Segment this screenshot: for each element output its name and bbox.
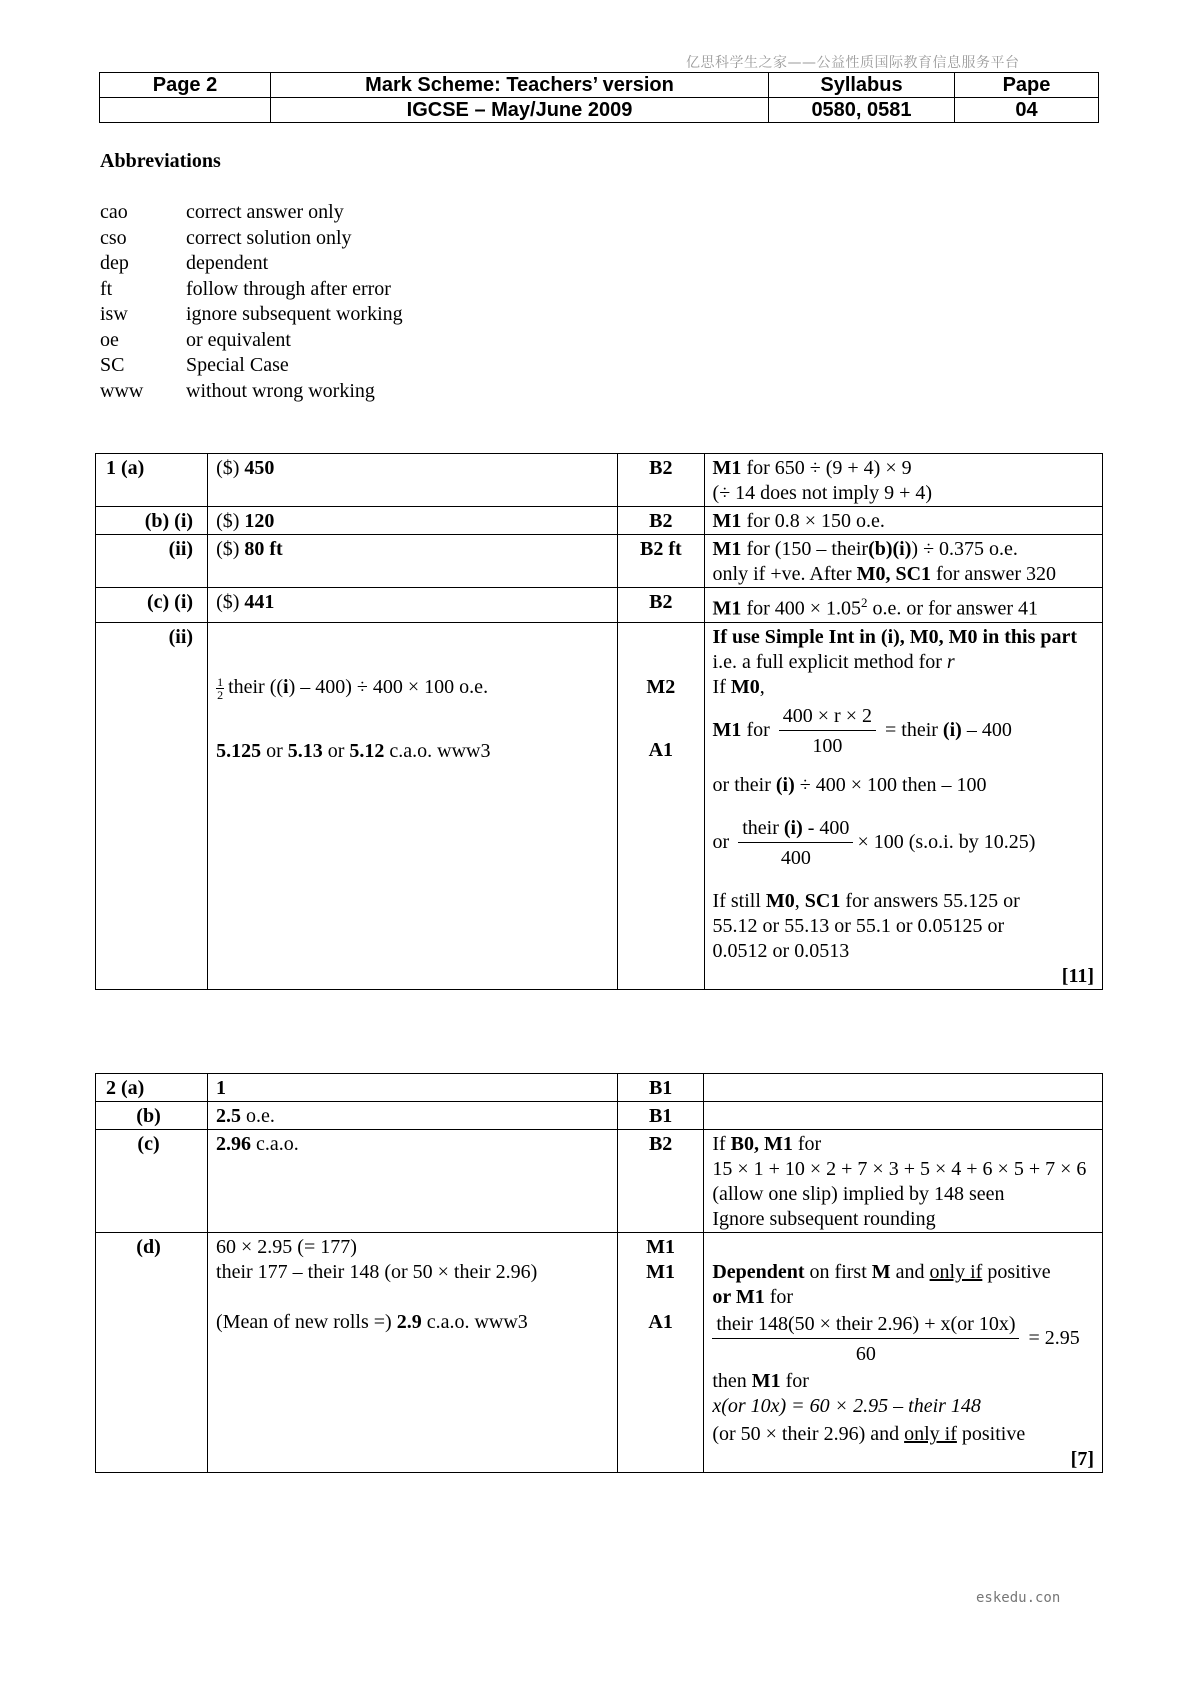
q2b-guidance	[704, 1102, 1103, 1130]
q2a-answer: 1	[208, 1074, 618, 1102]
q1bi-guidance: M1 for 0.8 × 150 o.e.	[704, 507, 1102, 535]
abbreviations-list	[100, 200, 403, 404]
abbreviation-meaning: dependent	[186, 252, 269, 274]
question-2-table	[95, 1073, 1103, 1473]
abbreviation-code: ft	[100, 277, 113, 300]
abbreviation-meaning: ignore subsequent working	[186, 303, 403, 325]
abbreviation-code: cao	[100, 201, 128, 223]
q2a-label: 2 (a)	[96, 1074, 208, 1102]
header-table	[99, 72, 1099, 123]
q2-total: [7]	[1070, 1448, 1094, 1470]
header-exam: IGCSE – May/June 2009	[271, 98, 769, 123]
abbreviation-code: cso	[100, 226, 127, 249]
q1cii-method: $\frac{1}{2}$ their ((i) – 400) ÷ 400 × 100 o.e.	[217, 674, 489, 702]
q2d-marks: M1 M1 A1	[617, 1233, 703, 1473]
q1ci-label: (c) (i)	[96, 588, 208, 623]
q1cii-guidance: If use Simple Int in (i), M0, M0 in this part i.e. a full explicit method for r If M0, M1 for $\frac{400 \times r \times 2}{100}$ = their (i) – 400 or their (i) ÷ 400 × 100 then – 100 or $\frac{\text{their (i) - 400}}{400}$ × 100 (s.o.i. by 10.25) If still M0, SC1 for answers 55.125 or 55.12 or 55.13 or 55.1 or 0.05125 or 0.0512 or 0.0513 [11]	[704, 622, 1102, 989]
q1ci-mark: B2	[618, 588, 704, 623]
q1-total: [11]	[1061, 964, 1094, 987]
q1bii-guidance: M1 for (150 – their(b)(i)) ÷ 0.375 o.e. only if +ve. After M0, SC1 for answer 320	[704, 535, 1102, 588]
abbreviation-code: isw	[100, 303, 128, 325]
abbreviation-meaning: correct solution only	[186, 226, 352, 249]
header-syllabus-label: Syllabus	[769, 73, 955, 98]
q1cii-mark-m2: M2	[646, 675, 676, 698]
q2b-label: (b)	[96, 1102, 208, 1130]
q2d-answer: 60 × 2.95 (= 177) their 177 – their 148 (or 50 × their 2.96) (Mean of new rolls =) 2.9 c.a.o. www3	[208, 1233, 618, 1473]
q2a-guidance	[704, 1074, 1103, 1102]
abbreviation-row	[100, 302, 403, 328]
q1cii-final-answer: 5.125 or 5.13 or 5.12 c.a.o. www3	[216, 739, 491, 762]
abbreviation-meaning: without wrong working	[186, 379, 375, 402]
watermark-bottom: eskedu.con	[976, 1590, 1061, 1606]
q1cii-label: (ii)	[96, 622, 208, 989]
q2c-label: (c)	[96, 1130, 208, 1233]
q1a-answer: ($) 450	[208, 454, 618, 507]
q1bi-label: (b) (i)	[96, 507, 208, 535]
watermark-top: 亿思科学生之家——公益性质国际教育信息服务平台	[686, 55, 1020, 71]
table-row	[96, 535, 1103, 588]
abbreviation-row	[100, 328, 403, 354]
q2d-guidance: Dependent on first M and only if positive or M1 for $\frac{\text{their 148(50 × their 2.96) + x(or 10x)}}{60}$ = 2.95 then M1 for x(or 10x) = 60 × 2.95 – their 148 (or 50 × their 2.96) and only if positive [7]	[704, 1233, 1103, 1473]
fraction: $\frac{400 \times r \times 2}{100}$	[779, 702, 876, 761]
abbreviation-code: www	[100, 379, 144, 402]
q2d-label: (d)	[96, 1233, 208, 1473]
abbreviation-row	[100, 251, 403, 277]
q1bi-answer: ($) 120	[208, 507, 618, 535]
q1bii-mark: B2 ft	[618, 535, 704, 588]
q2a-mark: B1	[617, 1074, 703, 1102]
table-row	[96, 622, 1103, 989]
table-row	[96, 1130, 1103, 1233]
q1bii-answer: ($) 80 ft	[208, 535, 618, 588]
abbreviation-meaning: Special Case	[186, 354, 289, 376]
abbreviation-row	[100, 379, 403, 405]
abbreviation-code: SC	[100, 354, 125, 376]
table-row	[96, 1074, 1103, 1102]
table-row	[96, 454, 1103, 507]
abbreviation-row	[100, 277, 403, 303]
q1cii-marks	[618, 622, 704, 989]
table-row	[96, 507, 1103, 535]
abbreviation-code: dep	[100, 252, 129, 274]
question-1-table	[95, 453, 1103, 990]
q2c-answer: 2.96 c.a.o.	[208, 1130, 618, 1233]
q2c-mark: B2	[617, 1130, 703, 1233]
q1cii-guidance-head: If use Simple Int in (i), M0, M0 in this part	[712, 625, 1078, 648]
abbreviation-row	[100, 353, 403, 379]
table-row	[96, 588, 1103, 623]
fraction: $\frac{\text{their 148(50 × their 2.96) + x(or 10x)}}{60}$	[712, 1310, 1019, 1369]
table-row	[96, 1102, 1103, 1130]
q1a-mark: B2	[618, 454, 704, 507]
half-fraction: $\frac{1}{2}$	[217, 674, 224, 702]
fraction: $\frac{\text{their (i) - 400}}{400}$	[738, 814, 853, 873]
abbreviation-code: oe	[100, 328, 119, 351]
q2b-answer: 2.5 o.e.	[208, 1102, 618, 1130]
q1a-guidance: M1 for 650 ÷ (9 + 4) × 9 (÷ 14 does not imply 9 + 4)	[704, 454, 1102, 507]
header-page: Page 2	[100, 73, 271, 98]
header-paper-label: Pape	[955, 73, 1099, 98]
abbreviation-meaning: correct answer only	[186, 201, 344, 223]
header-title: Mark Scheme: Teachers’ version	[271, 73, 769, 98]
q1ci-answer: ($) 441	[208, 588, 618, 623]
q2c-guidance: If B0, M1 for 15 × 1 + 10 × 2 + 7 × 3 + 5 × 4 + 6 × 5 + 7 × 6 (allow one slip) implied by 148 seen Ignore subsequent rounding	[704, 1130, 1103, 1233]
abbreviation-row	[100, 226, 403, 252]
header-empty-cell	[100, 98, 271, 123]
q1ci-guidance: M1 for $400 \times 1.05^2$ o.e. or for answer 41	[704, 588, 1102, 623]
header-syllabus-code: 0580, 0581	[769, 98, 955, 123]
abbreviations-title: Abbreviations	[100, 150, 221, 172]
abbreviation-row	[100, 200, 403, 226]
header-paper-code: 04	[955, 98, 1099, 123]
abbreviation-meaning: follow through after error	[186, 277, 391, 300]
q1cii-mark-a1: A1	[648, 738, 674, 761]
q1cii-answer	[208, 622, 618, 989]
q1bi-mark: B2	[618, 507, 704, 535]
abbreviation-meaning: or equivalent	[186, 328, 291, 351]
q2b-mark: B1	[617, 1102, 703, 1130]
q1a-label: 1 (a)	[96, 454, 208, 507]
table-row	[96, 1233, 1103, 1473]
q1bii-label: (ii)	[96, 535, 208, 588]
